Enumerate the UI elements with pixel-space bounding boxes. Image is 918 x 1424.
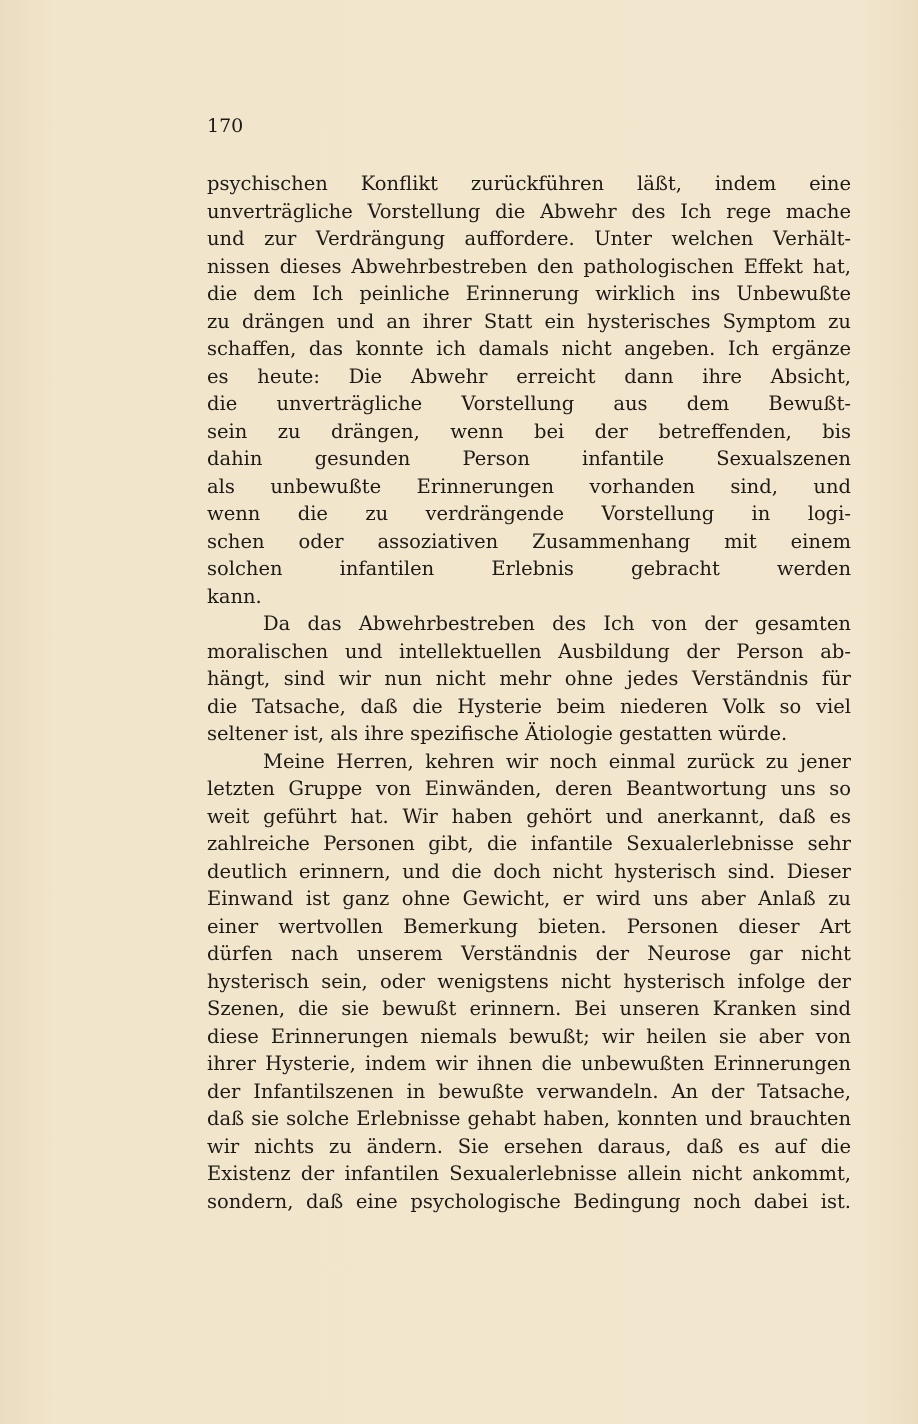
text-line: und zur Verdrängung auffordere. Unter welchen Verhält-	[207, 227, 851, 250]
text-line: deutlich erinnern, und die doch nicht hysterisch sind. Dieser	[207, 859, 851, 883]
text-line: dahin gesunden Person infantile Sexualszenen	[207, 447, 851, 470]
text-line: moralischen und intellektuellen Ausbildung der Person ab-	[207, 639, 851, 663]
text-line: wir nichts zu ändern. Sie ersehen daraus, daß es auf die	[207, 1134, 851, 1158]
text-line: zahlreiche Personen gibt, die infantile Sexualerlebnisse sehr	[207, 832, 851, 855]
text-line: schen oder assoziativen Zusammenhang mit einem	[207, 529, 851, 553]
text-line: Da das Abwehrbestreben des Ich von der gesamten	[263, 612, 851, 635]
text-line: als unbewußte Erinnerungen vorhanden sind, und	[207, 474, 851, 498]
text-line: zu drängen und an ihrer Statt ein hysterisches Symptom zu	[207, 309, 851, 333]
text-line: diese Erinnerungen niemals bewußt; wir heilen sie aber von	[207, 1024, 851, 1048]
text-line: die Tatsache, daß die Hysterie beim niederen Volk so viel	[207, 694, 851, 718]
text-line: sein zu drängen, wenn bei der betreffenden, bis	[207, 419, 851, 443]
text-line: schaffen, das konnte ich damals nicht angeben. Ich ergänze	[207, 337, 851, 360]
text-line: psychischen Konflikt zurückführen läßt, indem eine	[207, 172, 851, 195]
text-line: hysterisch sein, oder wenigstens nicht hysterisch infolge der	[207, 969, 851, 993]
text-line: die unverträgliche Vorstellung aus dem Bewußt-	[207, 392, 851, 415]
text-line: Meine Herren, kehren wir noch einmal zurück zu jener	[263, 749, 851, 773]
text-line: letzten Gruppe von Einwänden, deren Beantwortung uns so	[207, 777, 851, 800]
text-line: wenn die zu verdrängende Vorstellung in logi-	[207, 502, 851, 525]
text-line: der Infantilszenen in bewußte verwandeln. An der Tatsache,	[207, 1079, 851, 1103]
body-text	[207, 170, 851, 1215]
text-line: Szenen, die sie bewußt erinnern. Bei unseren Kranken sind	[207, 997, 851, 1020]
text-line: weit geführt hat. Wir haben gehört und anerkannt, daß es	[207, 804, 851, 828]
text-line: es heute: Die Abwehr erreicht dann ihre Absicht,	[207, 364, 851, 388]
text-line: Einwand ist ganz ohne Gewicht, er wird uns aber Anlaß zu	[207, 887, 851, 910]
text-line: nissen dieses Abwehrbestreben den pathologischen Effekt hat,	[207, 254, 851, 278]
text-line: hängt, sind wir nun nicht mehr ohne jedes Verständnis für	[207, 667, 851, 690]
text-line: kann.	[207, 584, 262, 608]
text-line: dürfen nach unserem Verständnis der Neurose gar nicht	[207, 942, 851, 965]
text-line: einer wertvollen Bemerkung bieten. Personen dieser Art	[207, 914, 851, 938]
text-line: sondern, daß eine psychologische Bedingung noch dabei ist.	[207, 1189, 851, 1213]
text-line: die dem Ich peinliche Erinnerung wirklich ins Unbewußte	[207, 282, 851, 305]
page-number: 170	[207, 115, 244, 137]
text-line: unverträgliche Vorstellung die Abwehr des Ich rege mache	[207, 199, 851, 223]
text-line: solchen infantilen Erlebnis gebracht werden	[207, 557, 851, 580]
text-line: daß sie solche Erlebnisse gehabt haben, konnten und brauchten	[207, 1107, 851, 1130]
text-line: Existenz der infantilen Sexualerlebnisse allein nicht ankommt,	[207, 1162, 851, 1185]
text-line: ihrer Hysterie, indem wir ihnen die unbewußten Erinnerungen	[207, 1052, 851, 1075]
text-line: seltener ist, als ihre spezifische Ätiologie gestatten würde.	[207, 722, 788, 745]
